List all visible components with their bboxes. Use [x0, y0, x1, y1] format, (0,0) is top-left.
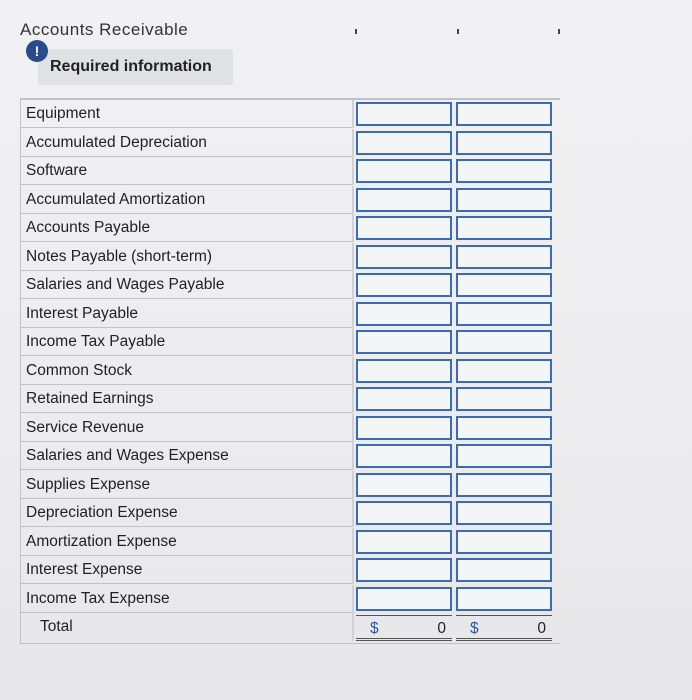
credit-input[interactable]: [456, 444, 552, 468]
credit-input[interactable]: [456, 159, 552, 183]
debit-input[interactable]: [356, 102, 452, 126]
account-name: Interest Expense: [20, 556, 352, 584]
credit-total: [456, 615, 552, 641]
credit-input[interactable]: [456, 188, 552, 212]
table-row: [20, 471, 562, 499]
debit-input[interactable]: [356, 359, 452, 383]
table-row: [20, 100, 562, 128]
account-name: Amortization Expense: [20, 528, 352, 556]
account-name: Retained Earnings: [20, 385, 352, 413]
column-divider: [352, 528, 354, 556]
credit-total-value: 0: [537, 620, 546, 637]
debit-input[interactable]: [356, 387, 452, 411]
column-divider: [352, 129, 354, 157]
column-divider: [352, 499, 354, 527]
account-name: Service Revenue: [20, 414, 352, 442]
trial-balance-table: [20, 98, 562, 644]
account-name: Salaries and Wages Payable: [20, 271, 352, 299]
credit-input[interactable]: [456, 216, 552, 240]
table-row: [20, 585, 562, 613]
column-divider: [352, 357, 354, 385]
account-name: Income Tax Payable: [20, 328, 352, 356]
table-row: [20, 385, 562, 413]
table-row: [20, 328, 562, 356]
column-divider: [352, 414, 354, 442]
table-row: [20, 556, 562, 584]
debit-input[interactable]: [356, 330, 452, 354]
table-row: [20, 357, 562, 385]
debit-input[interactable]: [356, 216, 452, 240]
table-top-border: [20, 98, 560, 100]
account-name: Salaries and Wages Expense: [20, 442, 352, 470]
debit-input[interactable]: [356, 245, 452, 269]
debit-input[interactable]: [356, 530, 452, 554]
debit-input[interactable]: [356, 587, 452, 611]
column-divider: [352, 471, 354, 499]
account-name: Accumulated Amortization: [20, 186, 352, 214]
table-row: [20, 243, 562, 271]
debit-input[interactable]: [356, 473, 452, 497]
debit-input[interactable]: [356, 302, 452, 326]
credit-input[interactable]: [456, 131, 552, 155]
credit-input[interactable]: [456, 501, 552, 525]
table-row: [20, 528, 562, 556]
credit-input[interactable]: [456, 387, 552, 411]
required-information-tab[interactable]: [38, 49, 233, 85]
credit-input[interactable]: [456, 359, 552, 383]
debit-input[interactable]: [356, 416, 452, 440]
section-heading: Accounts Receivable: [20, 20, 189, 36]
credit-input[interactable]: [456, 558, 552, 582]
debit-input[interactable]: [356, 188, 452, 212]
account-name: Accounts Payable: [20, 214, 352, 242]
debit-input[interactable]: [356, 131, 452, 155]
table-row: [20, 214, 562, 242]
account-name: Equipment: [20, 100, 352, 128]
column-divider: [352, 157, 354, 185]
table-bottom-border: [20, 643, 560, 644]
account-name: Income Tax Expense: [20, 585, 352, 613]
required-information-label: Required information: [50, 58, 212, 75]
table-row: [20, 442, 562, 470]
tick-mark: [457, 29, 459, 34]
column-divider: [352, 328, 354, 356]
debit-total-value: 0: [437, 620, 446, 637]
column-divider: [352, 271, 354, 299]
table-row: [20, 300, 562, 328]
credit-input[interactable]: [456, 102, 552, 126]
column-divider: [352, 585, 354, 613]
credit-input[interactable]: [456, 416, 552, 440]
column-divider: [352, 214, 354, 242]
account-name: Supplies Expense: [20, 471, 352, 499]
debit-total: [356, 615, 452, 641]
debit-input[interactable]: [356, 558, 452, 582]
credit-input[interactable]: [456, 245, 552, 269]
column-divider: [352, 243, 354, 271]
currency-symbol: $: [470, 620, 479, 637]
table-row: [20, 414, 562, 442]
table-row: [20, 499, 562, 527]
column-divider: [352, 556, 354, 584]
total-row: [20, 613, 562, 641]
account-name: Common Stock: [20, 357, 352, 385]
alert-icon: !: [26, 40, 48, 62]
credit-input[interactable]: [456, 473, 552, 497]
column-divider: [352, 186, 354, 214]
credit-input[interactable]: [456, 302, 552, 326]
account-name: Software: [20, 157, 352, 185]
tick-mark: [355, 29, 357, 34]
table-row: [20, 186, 562, 214]
account-name: Interest Payable: [20, 300, 352, 328]
account-name: Depreciation Expense: [20, 499, 352, 527]
column-divider: [352, 385, 354, 413]
debit-input[interactable]: [356, 273, 452, 297]
column-divider: [352, 100, 354, 128]
credit-input[interactable]: [456, 530, 552, 554]
account-name: Accumulated Depreciation: [20, 129, 352, 157]
debit-input[interactable]: [356, 501, 452, 525]
credit-input[interactable]: [456, 587, 552, 611]
debit-input[interactable]: [356, 444, 452, 468]
table-row: [20, 157, 562, 185]
debit-input[interactable]: [356, 159, 452, 183]
credit-input[interactable]: [456, 273, 552, 297]
table-row: [20, 129, 562, 157]
credit-input[interactable]: [456, 330, 552, 354]
tick-mark: [558, 29, 560, 34]
currency-symbol: $: [370, 620, 379, 637]
column-divider: [352, 613, 354, 641]
column-divider: [352, 442, 354, 470]
account-name: Notes Payable (short-term): [20, 243, 352, 271]
total-label: Total: [40, 618, 73, 635]
column-divider: [352, 300, 354, 328]
table-row: [20, 271, 562, 299]
